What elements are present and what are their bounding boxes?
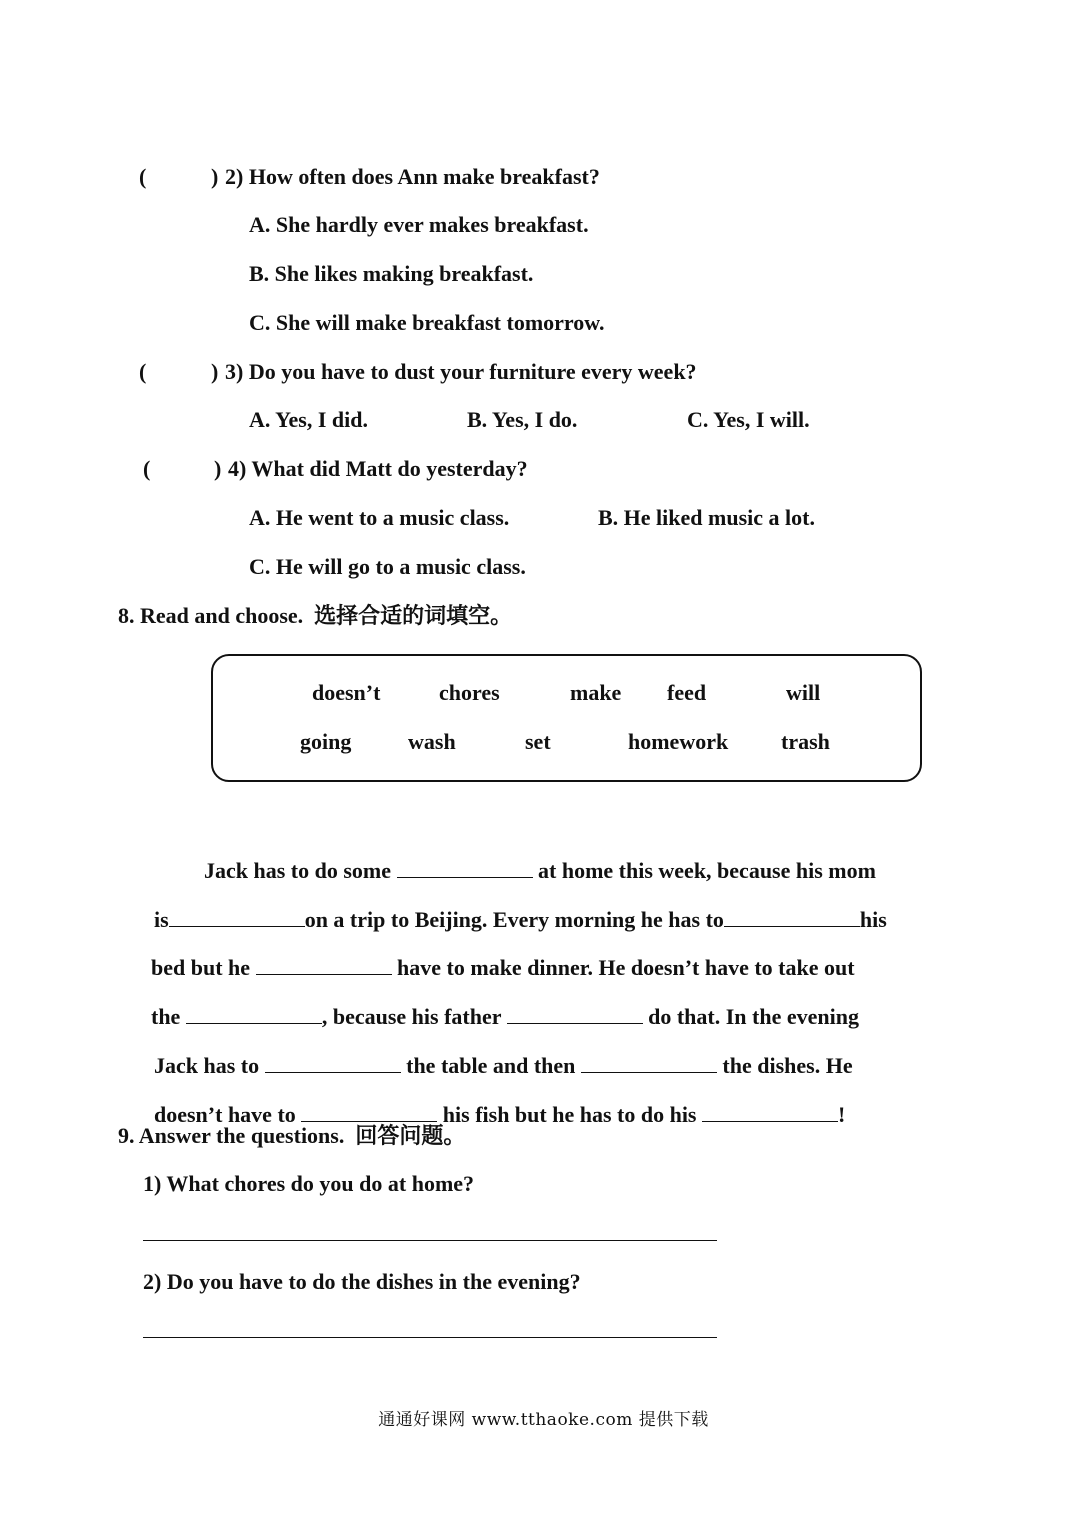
option-c: C. Yes, I will. bbox=[687, 407, 810, 432]
fill-blank[interactable] bbox=[265, 1052, 401, 1073]
answer-paren-open: ( bbox=[139, 359, 147, 384]
word-bank-item: wash bbox=[408, 729, 456, 754]
answer-paren-open: ( bbox=[139, 164, 147, 189]
option-a: A. He went to a music class. bbox=[249, 505, 510, 530]
cloze-text: ! bbox=[838, 1102, 846, 1127]
cloze-text: on a trip to Beijing. Every morning he has to bbox=[304, 907, 724, 932]
cloze-text: bed but he bbox=[151, 955, 256, 980]
question-stem: 4) What did Matt do yesterday? bbox=[228, 456, 528, 481]
word-bank-box bbox=[211, 654, 922, 782]
option-b: B. Yes, I do. bbox=[467, 407, 578, 432]
fill-blank[interactable] bbox=[397, 857, 533, 878]
cloze-text: at home this week, because his mom bbox=[532, 858, 876, 883]
fill-blank[interactable] bbox=[256, 954, 392, 975]
answer-question-1: 1) What chores do you do at home? bbox=[143, 1171, 475, 1196]
answer-question-2: 2) Do you have to do the dishes in the evening? bbox=[143, 1269, 581, 1294]
section-8-title: 8. Read and choose. 选择合适的词填空。 bbox=[118, 603, 513, 628]
cloze-text: doesn’t have to bbox=[154, 1102, 302, 1127]
option-c: C. She will make breakfast tomorrow. bbox=[249, 310, 605, 335]
cloze-line-4 bbox=[140, 975, 859, 1031]
cloze-text: the table and then bbox=[400, 1053, 581, 1078]
question-stem: 3) Do you have to dust your furniture every week? bbox=[225, 359, 697, 384]
word-bank-item: going bbox=[300, 729, 352, 754]
word-bank-item: doesn’t bbox=[312, 680, 381, 705]
answer-paren-close: ) bbox=[214, 456, 222, 481]
word-bank-item: set bbox=[525, 729, 551, 754]
cloze-text: do that. In the evening bbox=[642, 1004, 859, 1029]
word-bank-item: will bbox=[786, 680, 821, 705]
option-b: B. He liked music a lot. bbox=[598, 505, 815, 530]
fill-blank[interactable] bbox=[186, 1003, 322, 1024]
answer-line-1[interactable] bbox=[143, 1240, 717, 1241]
option-c: C. He will go to a music class. bbox=[249, 554, 526, 579]
cloze-line-5 bbox=[143, 1024, 853, 1080]
answer-paren-open: ( bbox=[143, 456, 151, 481]
answer-paren-close: ) bbox=[211, 164, 219, 189]
cloze-text: Jack has to bbox=[154, 1053, 265, 1078]
option-a: A. Yes, I did. bbox=[249, 407, 368, 432]
word-bank-item: feed bbox=[667, 680, 707, 705]
answer-line-2[interactable] bbox=[143, 1337, 717, 1338]
question-stem: 2) How often does Ann make breakfast? bbox=[225, 164, 600, 189]
cloze-text: his fish but he has to do his bbox=[437, 1102, 702, 1127]
fill-blank[interactable] bbox=[301, 1101, 437, 1122]
cloze-text: is bbox=[154, 907, 169, 932]
fill-blank[interactable] bbox=[724, 906, 860, 927]
cloze-text: the bbox=[151, 1004, 186, 1029]
cloze-text: Jack has to do some bbox=[204, 858, 397, 883]
page-footer: 通通好课网 www.tthaoke.com 提供下载 bbox=[378, 1410, 709, 1430]
fill-blank[interactable] bbox=[581, 1052, 717, 1073]
fill-blank[interactable] bbox=[702, 1101, 838, 1122]
cloze-line-6 bbox=[143, 1073, 845, 1129]
section-9-title: 9. Answer the questions. 回答问题。 bbox=[118, 1123, 466, 1148]
fill-blank[interactable] bbox=[507, 1003, 643, 1024]
option-b: B. She likes making breakfast. bbox=[249, 261, 534, 286]
word-bank-item: chores bbox=[439, 680, 500, 705]
cloze-text: the dishes. He bbox=[716, 1053, 853, 1078]
word-bank-item: make bbox=[570, 680, 622, 705]
cloze-line-1 bbox=[193, 829, 876, 885]
answer-paren-close: ) bbox=[211, 359, 219, 384]
option-a: A. She hardly ever makes breakfast. bbox=[249, 212, 589, 237]
cloze-text: have to make dinner. He doesn’t have to take out bbox=[391, 955, 855, 980]
word-bank-item: homework bbox=[628, 729, 729, 754]
fill-blank[interactable] bbox=[169, 906, 305, 927]
cloze-text: , because his father bbox=[321, 1004, 507, 1029]
word-bank-item: trash bbox=[781, 729, 830, 754]
cloze-text: his bbox=[859, 907, 887, 932]
cloze-line-3 bbox=[140, 926, 855, 982]
